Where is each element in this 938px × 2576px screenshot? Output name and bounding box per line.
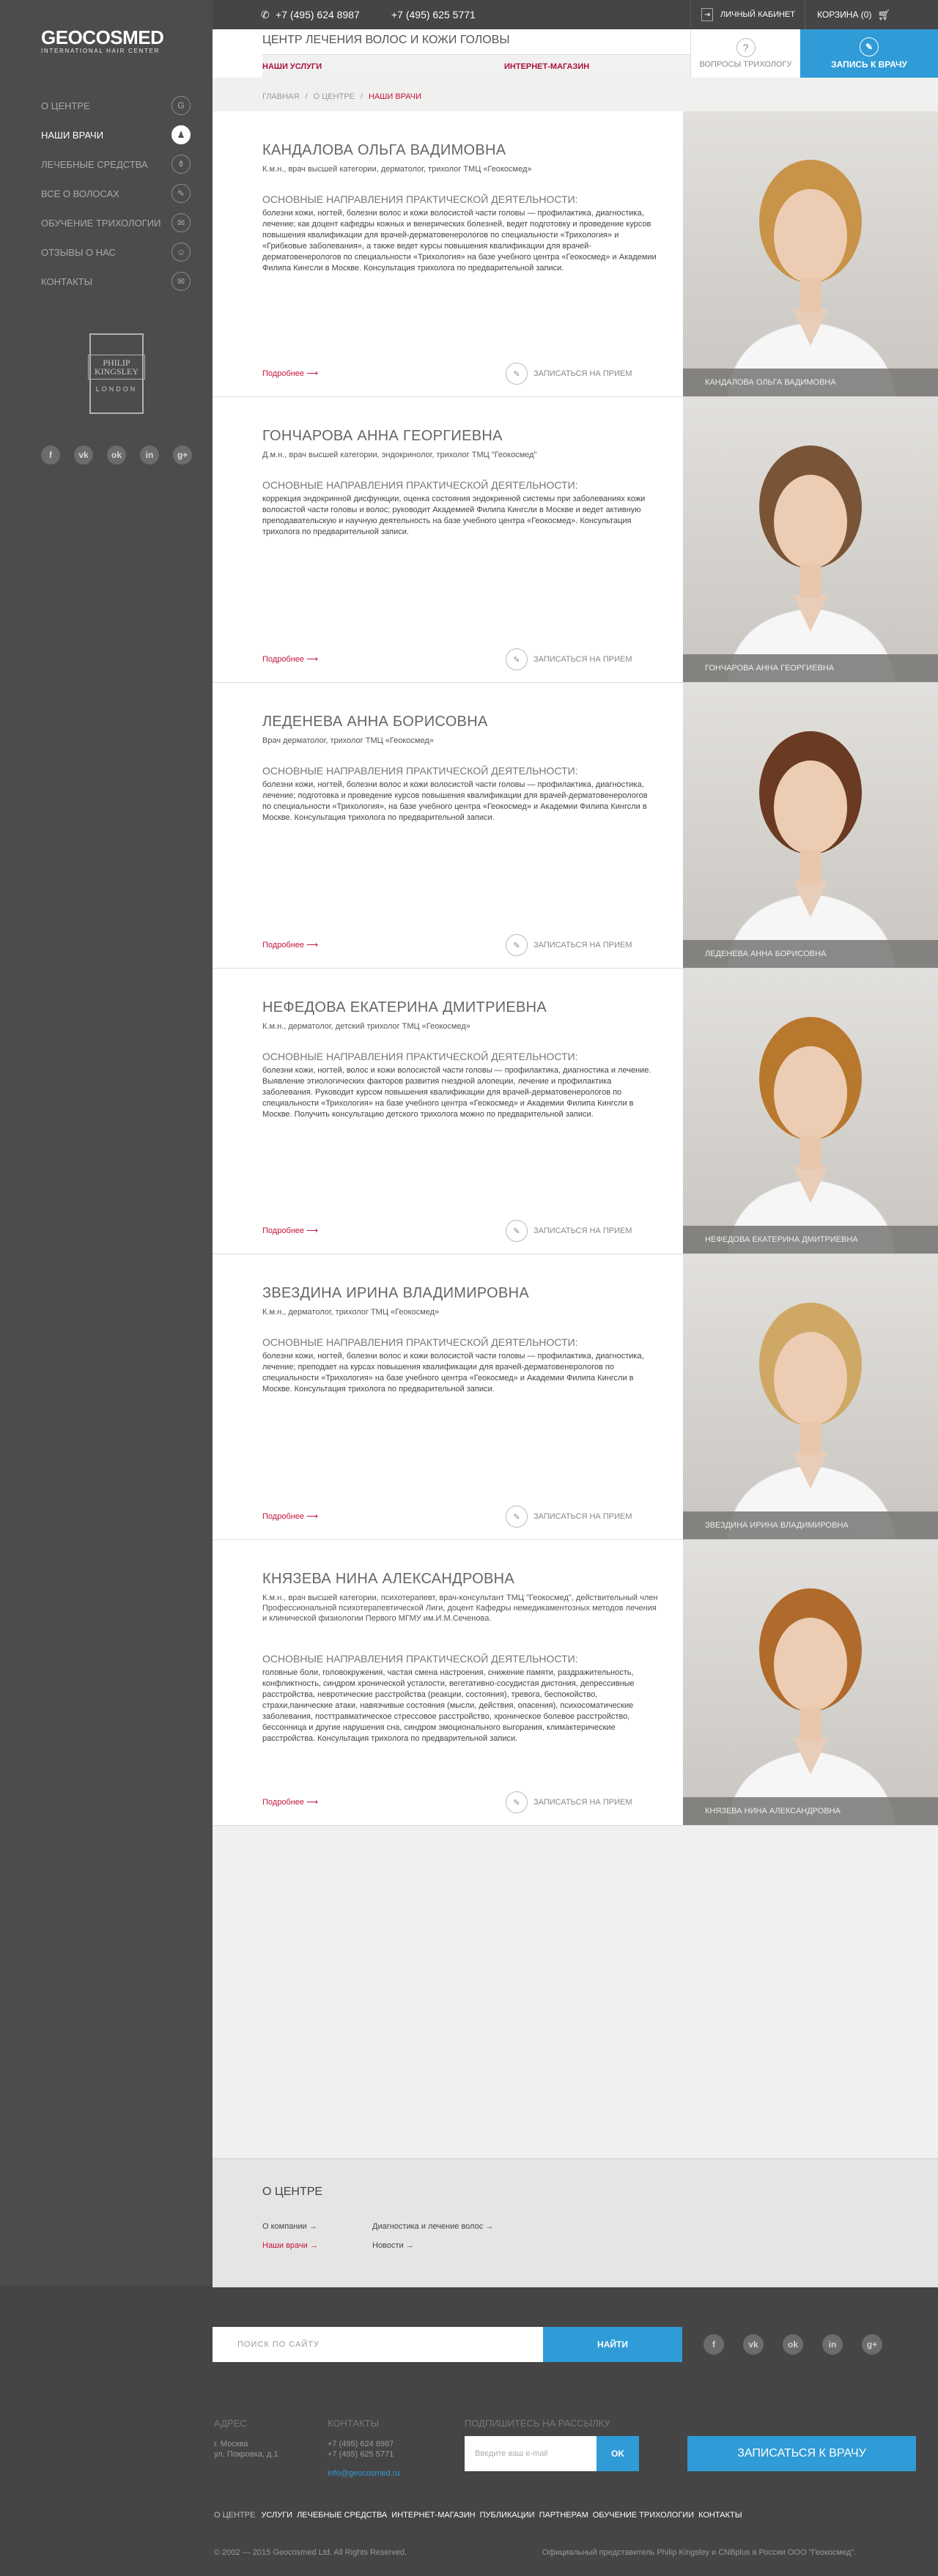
about-link-company[interactable]: О компании → bbox=[262, 2222, 317, 2231]
logo-sub-text: INTERNATIONAL HAIR CENTER bbox=[41, 48, 160, 54]
doctor-directions bbox=[262, 1653, 658, 1744]
doctor-portrait bbox=[683, 111, 938, 396]
article-icon: ✎ bbox=[171, 184, 191, 203]
main-content bbox=[213, 78, 938, 2158]
footer-email[interactable]: info@geocosmed.ru bbox=[328, 2469, 400, 2478]
more-link[interactable] bbox=[262, 1797, 318, 1807]
footer-nav-education[interactable]: ОБУЧЕНИЕ ТРИХОЛОГИИ bbox=[592, 2511, 695, 2520]
menu-shop[interactable]: ИНТЕРНЕТ-МАГАЗИН bbox=[504, 62, 590, 71]
more-link[interactable] bbox=[262, 654, 318, 664]
appointment-button[interactable] bbox=[506, 1506, 632, 1528]
instagram-icon[interactable]: in bbox=[140, 445, 159, 465]
sidebar-item-contacts[interactable] bbox=[41, 267, 191, 296]
doctor-position: К.м.н., дерматолог, трихолог ТМЦ «Геокосмед» bbox=[262, 1308, 440, 1317]
footer-socials bbox=[704, 2334, 882, 2355]
more-link[interactable] bbox=[262, 1511, 318, 1521]
doctor-card bbox=[213, 969, 938, 1254]
doctor-directions bbox=[262, 193, 658, 274]
reviews-icon: ☺ bbox=[171, 243, 191, 262]
odnoklassniki-icon[interactable]: ok bbox=[783, 2334, 803, 2355]
envelope-icon: ✉ bbox=[171, 272, 191, 291]
vk-icon[interactable]: vk bbox=[743, 2334, 764, 2355]
footer-nav-publications[interactable]: ПУБЛИКАЦИИ bbox=[479, 2511, 535, 2520]
doctor-name[interactable]: КНЯЗЕВА НИНА АЛЕКСАНДРОВНА bbox=[262, 1571, 515, 1587]
book-label: ЗАПИСЬ К ВРАЧУ bbox=[831, 59, 907, 70]
appointment-button[interactable] bbox=[506, 1791, 632, 1813]
arrow-right-icon: ⟶ bbox=[306, 1512, 318, 1521]
directions-heading: ОСНОВНЫЕ НАПРАВЛЕНИЯ ПРАКТИЧЕСКОЙ ДЕЯТЕЛЬНОСТИ: bbox=[262, 765, 578, 777]
arrow-right-icon: ⟶ bbox=[306, 655, 318, 664]
directions-heading: ОСНОВНЫЕ НАПРАВЛЕНИЯ ПРАКТИЧЕСКОЙ ДЕЯТЕЛЬНОСТИ: bbox=[262, 1051, 578, 1062]
directions-text: коррекция эндокринной дисфункции, оценка состояния эндокринной системы при заболеваниях кожи волосистой части головы и волос; руководит Академией Филипа Кингсли в Москве и ведет активную преподавательскую и научную деятельность на базе учебного центра «Геокосмед». Консультация трихолога по предварительной записи. bbox=[262, 495, 646, 536]
sidebar-item-label: О ЦЕНТРЕ bbox=[41, 100, 90, 111]
footer-nav-contacts[interactable]: КОНТАКТЫ bbox=[698, 2511, 742, 2520]
directions-text: болезни кожи, ногтей, волос и кожи волосистой части головы — профилактика, диагностика и лечение. Выявление этиологических факторов развития гнездной алопеции, лечение и профилактика заболевания. Руководит курсом повышения квалификации для врачей-дерматовенерологов по специальности «Трихология» на базе учебного центра «Геокосмед» и Академии Филипа Кингсли в Москве. Получить консультацию детского трихолога можно по предварительной записи. bbox=[262, 1066, 651, 1119]
breadcrumb-current: НАШИ ВРАЧИ bbox=[369, 92, 422, 101]
philip-kingsley-logo[interactable] bbox=[89, 333, 144, 414]
phone-2[interactable]: +7 (495) 625 5771 bbox=[391, 9, 476, 21]
about-link-news[interactable]: Новости → bbox=[372, 2241, 414, 2250]
appointment-label: ЗАПИСАТЬСЯ НА ПРИЕМ bbox=[533, 655, 632, 664]
more-link[interactable] bbox=[262, 1226, 318, 1235]
subscribe-email-field[interactable]: Введите ваш e-mail bbox=[465, 2436, 597, 2471]
footer-nav-partners[interactable]: ПАРТНЕРАМ bbox=[539, 2511, 588, 2520]
doctor-directions bbox=[262, 1336, 658, 1395]
sidebar-item-about[interactable] bbox=[41, 91, 191, 120]
doctor-position: К.м.н., дерматолог, детский трихолог ТМЦ «Геокосмед» bbox=[262, 1022, 470, 1031]
more-link[interactable] bbox=[262, 369, 318, 378]
directions-text: болезни кожи, ногтей, болезни волос и кожи волосистой части головы — профилактика, диагностика, лечение; преподает на курсах повышения квалификации для врачей-дерматовенерологов по специальности «Трихология» на базе учебного центра «Геокосмед» и Академии Филипа Кингсли в Москве. Консультация трихолога по предварительной записи. bbox=[262, 1352, 644, 1394]
doctor-position: Д.м.н., врач высшей категории, эндокринолог, трихолог ТМЦ "Геокосмед" bbox=[262, 451, 537, 459]
more-label: Подробнее bbox=[262, 655, 305, 664]
facebook-icon[interactable]: f bbox=[41, 445, 60, 465]
header bbox=[213, 29, 938, 78]
personal-cabinet-link[interactable] bbox=[690, 0, 795, 29]
vk-icon[interactable]: vk bbox=[74, 445, 93, 465]
doctor-directions bbox=[262, 479, 658, 538]
doctor-card bbox=[213, 683, 938, 969]
sidebar-item-label: ВСЕ О ВОЛОСАХ bbox=[41, 188, 119, 199]
photo-caption: ЛЕДЕНЕВА АННА БОРИСОВНА bbox=[683, 940, 938, 968]
doctor-card bbox=[213, 1540, 938, 1826]
directions-heading: ОСНОВНЫЕ НАПРАВЛЕНИЯ ПРАКТИЧЕСКОЙ ДЕЯТЕЛЬНОСТИ: bbox=[262, 193, 578, 205]
site-logo[interactable] bbox=[41, 26, 195, 54]
footer-nav-services[interactable]: УСЛУГИ bbox=[261, 2511, 293, 2520]
breadcrumb-sep: / bbox=[305, 92, 308, 101]
header-menu bbox=[262, 54, 690, 78]
directions-heading: ОСНОВНЫЕ НАПРАВЛЕНИЯ ПРАКТИЧЕСКОЙ ДЕЯТЕЛЬНОСТИ: bbox=[262, 1336, 578, 1348]
about-section bbox=[213, 2158, 938, 2287]
sidebar-item-reviews[interactable] bbox=[41, 237, 191, 267]
appointment-label: ЗАПИСАТЬСЯ НА ПРИЕМ bbox=[533, 1512, 632, 1521]
phone-icon: ✆ bbox=[261, 9, 270, 21]
sidebar-item-label: ЛЕЧЕБНЫЕ СРЕДСТВА bbox=[41, 158, 148, 170]
doctor-card bbox=[213, 397, 938, 683]
arrow-right-icon: ⟶ bbox=[306, 941, 318, 950]
doctor-portrait bbox=[683, 397, 938, 682]
doctor-position: К.м.н., врач высшей категории, психотерапевт, врач-консультант ТМЦ "Геокосмед", действительный член Профессиональной психотерапевтической Лиги, доцент Кафедры немедикаментозных методов лечения и клинической физиологии Первого МГМУ им.И.М.Сеченова. bbox=[262, 1594, 658, 1623]
more-label: Подробнее bbox=[262, 1798, 305, 1807]
arrow-right-icon: ⟶ bbox=[306, 1226, 318, 1235]
sidebar-item-hair[interactable] bbox=[41, 179, 191, 208]
footer-address-head: АДРЕС bbox=[214, 2418, 247, 2429]
footer-nav-about[interactable]: О ЦЕНТРЕ bbox=[214, 2511, 256, 2520]
menu-services[interactable]: НАШИ УСЛУГИ bbox=[262, 62, 322, 71]
more-label: Подробнее bbox=[262, 1226, 305, 1235]
pk-line3: LONDON bbox=[95, 385, 138, 393]
doctor-portrait bbox=[683, 1254, 938, 1539]
sidebar-nav bbox=[41, 91, 191, 296]
book-doctor-button[interactable] bbox=[800, 29, 938, 78]
search-button[interactable]: НАЙТИ bbox=[543, 2327, 682, 2362]
doctor-card bbox=[213, 1254, 938, 1540]
instagram-icon[interactable]: in bbox=[822, 2334, 843, 2355]
about-link-doctors[interactable]: Наши врачи → bbox=[262, 2241, 318, 2250]
doctor-photo[interactable] bbox=[683, 1254, 938, 1539]
sidebar-item-education[interactable] bbox=[41, 208, 191, 237]
sidebar-item-label: НАШИ ВРАЧИ bbox=[41, 129, 104, 141]
sidebar-item-label: ОБУЧЕНИЕ ТРИХОЛОГИИ bbox=[41, 217, 161, 229]
odnoklassniki-icon[interactable]: ok bbox=[107, 445, 126, 465]
arrow-right-icon: ⟶ bbox=[306, 369, 318, 378]
phone-1[interactable]: +7 (495) 624 8987 bbox=[276, 9, 360, 21]
pk-line2: KINGSLEY bbox=[95, 366, 139, 377]
page-title: ЦЕНТР ЛЕЧЕНИЯ ВОЛОС И КОЖИ ГОЛОВЫ bbox=[262, 34, 510, 46]
doctor-photo[interactable] bbox=[683, 683, 938, 968]
directions-text: головные боли, головокружения, частая смена настроения, снижение памяти, раздражительность, конфликтность, синдром хронической усталости, вегетативно-сосудистая дистония, депрессивные расстройства, невротические расстройства (реакции, состояния), тревога, беспокойство, страхи,панические атаки, навязчивые состояния (мысли, действия, опасения), психосоматические заболевания, посттравматическое стрессовое расстройство, хроническое болевое расстройство, бессонница и другие нарушения сна, синдром эмоционального выгорания, климактерические расстройства. Консультация трихолога по предварительной записи. bbox=[262, 1668, 635, 1743]
question-icon: ? bbox=[736, 38, 756, 57]
bottle-icon: ⚱ bbox=[171, 155, 191, 174]
doctor-name[interactable]: КАНДАЛОВА ОЛЬГА ВАДИМОВНА bbox=[262, 142, 506, 158]
pencil-icon: ✎ bbox=[506, 1791, 528, 1813]
top-bar bbox=[213, 0, 938, 29]
footer-address-line: ул. Покровка, д.1 bbox=[214, 2450, 278, 2459]
sidebar-item-label: КОНТАКТЫ bbox=[41, 275, 93, 287]
doctors-list bbox=[213, 111, 938, 1826]
appointment-button[interactable] bbox=[506, 1220, 632, 1242]
directions-text: болезни кожи, ногтей, болезни волос и кожи волосистой части головы — профилактика, диагностика, лечение; как доцент кафедры кожных и венерических болезней, ведет подготовку и проведение курсов повышения квалификации для врачей-дерматовенерологов по специальности «Трихология» и «Грибковые заболевания», а также ведет курсы повышения квалификации для врачей-дерматовенерологов по специальности «Трихология» на базе учебного центра «Геокосмед» и Академии Филипа Кингсли в Москве. Консультация трихолога по предварительной записи. bbox=[262, 209, 657, 273]
cart-label: КОРЗИНА (0) bbox=[817, 10, 872, 20]
directions-heading: ОСНОВНЫЕ НАПРАВЛЕНИЯ ПРАКТИЧЕСКОЙ ДЕЯТЕЛЬНОСТИ: bbox=[262, 1653, 578, 1665]
photo-caption: НЕФЕДОВА ЕКАТЕРИНА ДМИТРИЕВНА bbox=[683, 1226, 938, 1254]
photo-caption: ЗВЕЗДИНА ИРИНА ВЛАДИМИРОВНА bbox=[683, 1511, 938, 1539]
about-title: О ЦЕНТРЕ bbox=[262, 2185, 323, 2198]
login-icon: ⇥ bbox=[701, 8, 713, 21]
pencil-icon: ✎ bbox=[506, 1506, 528, 1528]
info-icon: G bbox=[171, 96, 191, 115]
search-input[interactable]: ПОИСК ПО САЙТУ bbox=[213, 2327, 682, 2362]
footer-phone[interactable]: +7 (495) 625 5771 bbox=[328, 2450, 394, 2459]
google-plus-icon[interactable]: g+ bbox=[173, 445, 192, 465]
pencil-icon: ✎ bbox=[506, 648, 528, 670]
google-plus-icon[interactable]: g+ bbox=[862, 2334, 882, 2355]
sidebar bbox=[0, 0, 213, 2286]
faq-label: ВОПРОСЫ ТРИХОЛОГУ bbox=[699, 60, 792, 69]
footer-contacts-head: КОНТАКТЫ bbox=[328, 2418, 380, 2429]
footer-address-line: г. Москва bbox=[214, 2440, 248, 2449]
doctor-card bbox=[213, 111, 938, 397]
education-icon: ✉ bbox=[171, 213, 191, 232]
doctor-directions bbox=[262, 765, 658, 823]
sidebar-item-remedies[interactable] bbox=[41, 149, 191, 179]
doctor-directions bbox=[262, 1051, 658, 1120]
logo-main-text: GEOCOSMED bbox=[41, 26, 164, 48]
breadcrumb bbox=[262, 92, 421, 101]
ask-trichologist-button[interactable] bbox=[690, 29, 800, 78]
breadcrumb-about[interactable]: О ЦЕНТРЕ bbox=[313, 92, 355, 101]
doctor-photo[interactable] bbox=[683, 397, 938, 682]
appointment-label: ЗАПИСАТЬСЯ НА ПРИЕМ bbox=[533, 1226, 632, 1235]
copyright: © 2002 — 2015 Geocosmed Ltd. All Rights Reserved. bbox=[214, 2548, 407, 2557]
doctor-icon: ♟ bbox=[171, 125, 191, 144]
pk-logo-box bbox=[88, 355, 145, 380]
more-link[interactable] bbox=[262, 940, 318, 950]
photo-caption: КАНДАЛОВА ОЛЬГА ВАДИМОВНА bbox=[683, 369, 938, 396]
photo-caption: ГОНЧАРОВА АННА ГЕОРГИЕВНА bbox=[683, 654, 938, 682]
footer-subscribe-head: ПОДПИШИТЕСЬ НА РАССЫЛКУ bbox=[465, 2418, 610, 2429]
cart-icon: 🛒︎ bbox=[877, 8, 891, 21]
directions-heading: ОСНОВНЫЕ НАПРАВЛЕНИЯ ПРАКТИЧЕСКОЙ ДЕЯТЕЛЬНОСТИ: bbox=[262, 479, 578, 491]
cabinet-label: ЛИЧНЫЙ КАБИНЕТ bbox=[720, 10, 795, 19]
doctor-portrait bbox=[683, 1540, 938, 1825]
photo-caption: КНЯЗЕВА НИНА АЛЕКСАНДРОВНА bbox=[683, 1797, 938, 1825]
about-link-diagnostics[interactable]: Диагностика и лечение волос → bbox=[372, 2222, 494, 2231]
facebook-icon[interactable]: f bbox=[704, 2334, 724, 2355]
cart-link[interactable] bbox=[805, 0, 890, 29]
doctor-name[interactable]: ГОНЧАРОВА АННА ГЕОРГИЕВНА bbox=[262, 428, 503, 444]
sidebar-socials bbox=[41, 445, 192, 465]
more-label: Подробнее bbox=[262, 1512, 305, 1521]
sidebar-item-doctors[interactable] bbox=[41, 120, 191, 149]
pk-line1: PHILIP bbox=[103, 358, 130, 368]
directions-text: болезни кожи, ногтей, болезни волос и кожи волосистой части головы — профилактика, диагностика, лечение; подготовка и проведение курсов повышения квалификации для врачей-дерматовенерологов по специальности «Трихология», на базе учебного центра «Геокосмед» и Академии Филипа Кингсли в Москве. Консультация трихолога по предварительной записи. bbox=[262, 780, 648, 822]
doctor-position: Врач дерматолог, трихолог ТМЦ «Геокосмед» bbox=[262, 736, 434, 745]
pencil-icon: ✎ bbox=[860, 37, 879, 56]
sidebar-item-label: ОТЗЫВЫ О НАС bbox=[41, 246, 116, 258]
doctor-photo[interactable] bbox=[683, 1540, 938, 1825]
arrow-right-icon: ⟶ bbox=[306, 1798, 318, 1807]
appointment-button[interactable] bbox=[506, 648, 632, 670]
footer-nav-remedies[interactable]: ЛЕЧЕБНЫЕ СРЕДСТВА bbox=[297, 2511, 388, 2520]
footer-nav-shop[interactable]: ИНТЕРНЕТ-МАГАЗИН bbox=[391, 2511, 476, 2520]
more-label: Подробнее bbox=[262, 941, 305, 950]
doctor-portrait bbox=[683, 969, 938, 1254]
footer-phone[interactable]: +7 (495) 624 8987 bbox=[328, 2440, 394, 2449]
appointment-button[interactable] bbox=[506, 934, 632, 956]
doctor-photo[interactable] bbox=[683, 969, 938, 1254]
doctor-portrait bbox=[683, 683, 938, 968]
appointment-button[interactable] bbox=[506, 363, 632, 385]
official-representative: Официальный представитель Philip Kingsley и CNBplus в России ООО "Геокосмед". bbox=[542, 2548, 857, 2557]
pencil-icon: ✎ bbox=[506, 1220, 528, 1242]
pencil-icon: ✎ bbox=[506, 934, 528, 956]
subscribe-button[interactable]: OK bbox=[597, 2436, 639, 2471]
footer-book-button[interactable]: ЗАПИСАТЬСЯ К ВРАЧУ bbox=[687, 2436, 916, 2471]
doctor-name[interactable]: НЕФЕДОВА ЕКАТЕРИНА ДМИТРИЕВНА bbox=[262, 999, 547, 1015]
appointment-label: ЗАПИСАТЬСЯ НА ПРИЕМ bbox=[533, 1798, 632, 1807]
doctor-name[interactable]: ЗВЕЗДИНА ИРИНА ВЛАДИМИРОВНА bbox=[262, 1285, 529, 1301]
breadcrumb-sep: / bbox=[360, 92, 363, 101]
breadcrumb-home[interactable]: ГЛАВНАЯ bbox=[262, 92, 300, 101]
more-label: Подробнее bbox=[262, 369, 305, 378]
doctor-name[interactable]: ЛЕДЕНЕВА АННА БОРИСОВНА bbox=[262, 714, 488, 730]
footer-nav bbox=[214, 2511, 742, 2520]
pencil-icon: ✎ bbox=[506, 363, 528, 385]
doctor-photo[interactable] bbox=[683, 111, 938, 396]
doctor-position: К.м.н., врач высшей категории, дерматолог, трихолог ТМЦ «Геокосмед» bbox=[262, 165, 532, 174]
appointment-label: ЗАПИСАТЬСЯ НА ПРИЕМ bbox=[533, 941, 632, 950]
appointment-label: ЗАПИСАТЬСЯ НА ПРИЕМ bbox=[533, 369, 632, 378]
